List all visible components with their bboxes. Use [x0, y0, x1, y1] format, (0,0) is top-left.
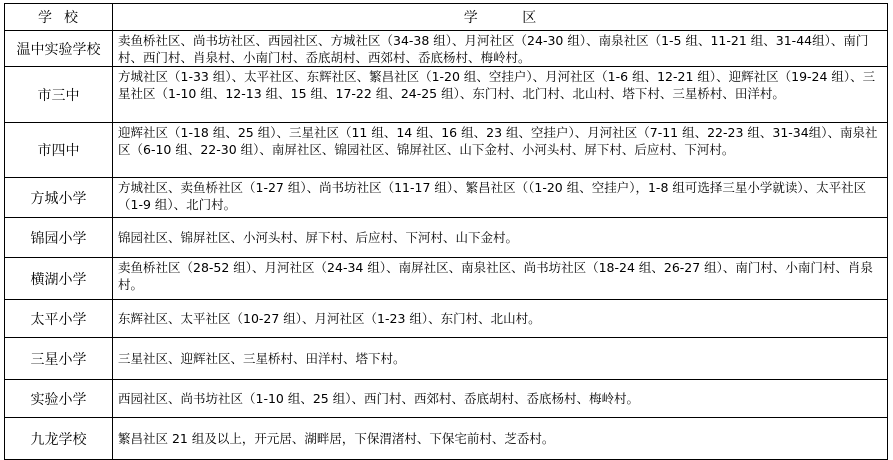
table-row [5, 418, 888, 460]
school-name: 方城小学 [5, 178, 113, 218]
school-name: 市三中 [5, 67, 113, 123]
district-area: 迎辉社区（1-18 组、25 组）、三星社区（11 组、14 组、16 组、23 组、空挂户）、月河社区（7-11 组、22-23 组、31-34组）、南泉社区（6-10 组、22-30 组）、南屏社区、锦园社区、锦屏社区、山下金村、小河头村、屏下村、后应村、下河村。 [113, 123, 888, 178]
school-name: 温中实验学校 [5, 31, 113, 67]
table-row [5, 258, 888, 300]
district-area: 卖鱼桥社区、尚书坊社区、西园社区、方城社区（34-38 组）、月河社区（24-30 组）、南泉社区（1-5 组、11-21 组、31-44组）、南门村、西门村、肖泉村、小南门村、岙底胡村、西郊村、岙底杨村、梅岭村。 [113, 31, 888, 67]
district-area: 西园社区、尚书坊社区（1-10 组、25 组）、西门村、西郊村、岙底胡村、岙底杨村、梅岭村。 [113, 380, 888, 418]
school-name: 太平小学 [5, 300, 113, 338]
table-row [5, 338, 888, 380]
header-district [113, 4, 888, 31]
school-name: 锦园小学 [5, 218, 113, 258]
table-row [5, 67, 888, 123]
district-area: 三星社区、迎辉社区、三星桥村、田洋村、塔下村。 [113, 338, 888, 380]
district-area: 卖鱼桥社区（28-52 组）、月河社区（24-34 组）、南屏社区、南泉社区、尚书坊社区（18-24 组、26-27 组）、南门村、小南门村、肖泉村。 [113, 258, 888, 300]
school-name: 九龙学校 [5, 418, 113, 460]
district-area: 方城社区、卖鱼桥社区（1-27 组）、尚书坊社区（11-17 组）、繁昌社区（（1-20 组、空挂户），1-8 组可选择三星小学就读）、太平社区（1-9 组）、北门村。 [113, 178, 888, 218]
header-school: 学 校 [5, 4, 113, 31]
table-row [5, 178, 888, 218]
table-row [5, 300, 888, 338]
district-area: 方城社区（1-33 组）、太平社区、东辉社区、繁昌社区（1-20 组、空挂户）、月河社区（1-6 组、12-21 组）、迎辉社区（19-24 组）、三星社区（1-10 组、12-13 组、15 组、17-22 组、24-25 组）、东门村、北门村、北山村、塔下村、三星桥村、田洋村。 [113, 67, 888, 123]
district-area: 东辉社区、太平社区（10-27 组）、月河社区（1-23 组）、东门村、北山村。 [113, 300, 888, 338]
school-name: 横湖小学 [5, 258, 113, 300]
table-row [5, 123, 888, 178]
district-area: 锦园社区、锦屏社区、小河头村、屏下村、后应村、下河村、山下金村。 [113, 218, 888, 258]
school-name: 市四中 [5, 123, 113, 178]
table-row [5, 31, 888, 67]
school-name: 三星小学 [5, 338, 113, 380]
school-name: 实验小学 [5, 380, 113, 418]
header-district-label: 学 区 [463, 10, 537, 26]
table-row [5, 380, 888, 418]
district-area: 繁昌社区 21 组及以上，开元居、湖畔居，下保渭渚村、下保宅前村、芝岙村。 [113, 418, 888, 460]
table-header-row [5, 4, 888, 31]
table-row [5, 218, 888, 258]
school-district-table [4, 3, 888, 460]
